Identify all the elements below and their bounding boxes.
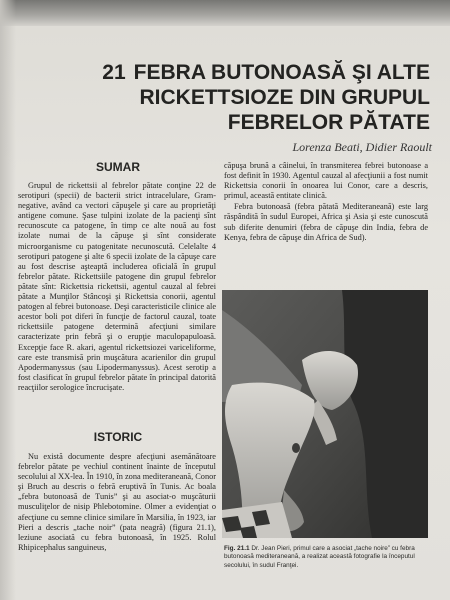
figure-caption <box>224 545 428 570</box>
section-heading-istoric: ISTORIC <box>93 430 143 444</box>
sumar-text <box>18 181 216 393</box>
figure-photo <box>222 290 428 538</box>
chapter-title-line-1: 21 FEBRA BUTONOASĂ ŞI ALTE <box>102 61 430 84</box>
istoric-text <box>18 452 216 553</box>
istoric-paragraph: Nu există documente despre afecţiuni asemănătoare febrelor pătate pe vechiul continent înainte de începutul secolului al XX-lea. În 1910, în zona mediteraneană, Conor şi Bruch au descris o febră eruptivă în Tunis. Ac boala „febra butonoasă de Tunis” şi au asociat-o muşcăturii musculiţelor de nisip Phlebotomine. Olmer a evidenţiat o afecţiune cu semne clinice similare în Marsilia, în 1923, iar Pieri a descris „tache noir” (pata neagră) (figura 21.1), leziune asociată cu febra butonoasă, în 1925. Rolul Rhipicephalus sanguineus, <box>18 452 216 552</box>
right-column-text <box>224 161 428 243</box>
figure-caption-text: Dr. Jean Pieri, primul care a asociat „tache noire” cu febra butonoasă mediteraneană, a realizat această fotografie la începutul secolului, în sudul Franţei. <box>224 545 415 569</box>
chapter-authors: Lorenza Beati, Didier Raoult <box>292 140 432 154</box>
black-spot-mark <box>292 443 300 453</box>
photo-illustration <box>222 290 428 538</box>
right-paragraph-1: căpuşa brună a câinelui, în transmiterea febrei butonoase a fost definit în 1930. Agentul cauzal al afecţiunii a fost numit Rickettsia conorii în onoarea lui Conor, care a descris, primul, această entitate clinică. <box>224 161 428 201</box>
figure-label: Fig. 21.1 <box>224 545 250 552</box>
chapter-number: 21 <box>102 61 126 84</box>
chapter-title-line-3: FEBRELOR PĂTATE <box>227 111 430 134</box>
chapter-title <box>70 60 430 135</box>
page-top-shadow <box>0 0 450 26</box>
chapter-title-line-2: RICKETTSIOZE DIN GRUPUL <box>139 86 430 109</box>
sumar-paragraph: Grupul de rickettsii al febrelor pătate conţine 22 de serotipuri (specii) de bacterii strict intracelulare, Gram-negative, având ca vectori căpuşele şi care au proprietăţi antigene comune. Şase tulpini izolate de la pacienţi sînt recunoscute ca patogene, în timp ce alte nouă au fost izolate numai de la căpuşe şi sînt considerate microorganisme cu patogenitate necunoscută. Celelalte 4 serotipuri patogene şi alte 6 specii izolate de la căpuşe care au fost descrise aşteaptă includerea oficială în grupul febrelor pătate. Rickettsiile patogene din grupul febrelor pătate sînt: Rickettsia rickettsii, agentul cauzal al febrei pătate a Munţilor Stâncoşi şi Rickettsia conorii, agentul patogen al febrei butonoase. Deşi caracteristicile clinice ale acestor boli pot diferi în funcţie de factorul cauzal, toate rickettsiile patogene determină afecţiuni similare caracterizate prin febră şi o erupţie maculopapuloasă. Excepţie face R. akari, agentul rickettsiozei variceliforme, care este transmisă prin muşcătura acarienilor din grupul Apodermanyssus (sau Lipodermanyssus). Acest serotip a fost clasificat în grupul febrelor pătate în principal datorită reacţiilor serologice încrucişate. <box>18 181 216 392</box>
right-paragraph-2: Febra butonoasă (febra pătată Mediteraneană) este larg răspândită în sudul Europei, Africa şi Asia şi este cunoscută sub diferite denumiri (febra de căpuşe din India, febra de Kenya, febra de căpuşe din Africa de Sud). <box>224 202 428 242</box>
section-heading-sumar: SUMAR <box>96 160 140 174</box>
page-gutter-shadow <box>0 0 16 600</box>
